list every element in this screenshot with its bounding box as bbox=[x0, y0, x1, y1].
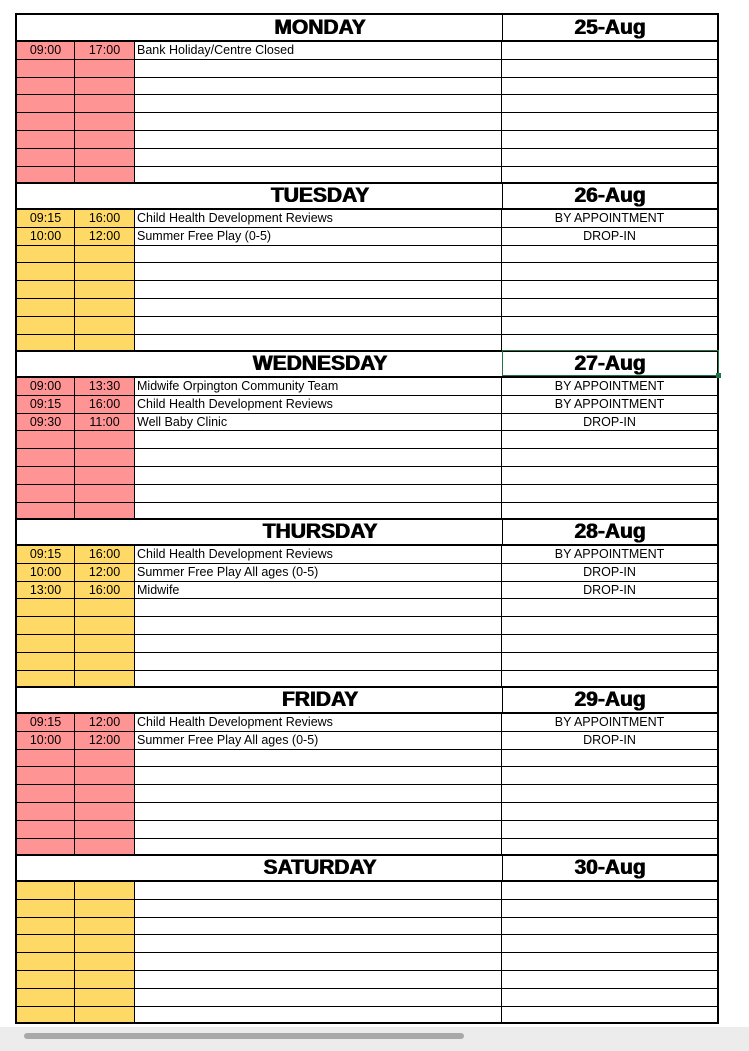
activity-cell[interactable] bbox=[135, 449, 502, 466]
start-time-cell[interactable] bbox=[17, 671, 75, 687]
booking-type-cell[interactable]: BY APPOINTMENT bbox=[554, 396, 665, 411]
booking-type-cell[interactable] bbox=[502, 617, 717, 634]
start-time-cell[interactable]: 10:00 bbox=[17, 732, 75, 749]
end-time-cell[interactable] bbox=[75, 281, 135, 298]
activity-cell[interactable] bbox=[135, 839, 502, 855]
activity-cell[interactable] bbox=[135, 767, 502, 784]
schedule-row bbox=[17, 42, 717, 60]
end-time-cell[interactable] bbox=[75, 78, 135, 95]
activity-cell[interactable]: Well Baby Clinic bbox=[135, 414, 502, 431]
start-time-cell[interactable] bbox=[17, 131, 75, 148]
schedule-row bbox=[17, 228, 717, 246]
end-time-cell[interactable] bbox=[75, 167, 135, 183]
end-time-cell[interactable] bbox=[75, 839, 135, 855]
booking-type-cell[interactable] bbox=[502, 299, 717, 316]
activity-cell[interactable] bbox=[135, 1007, 502, 1023]
activity-cell[interactable] bbox=[135, 882, 502, 899]
schedule-row bbox=[17, 449, 717, 467]
booking-type-cell[interactable] bbox=[502, 281, 717, 298]
start-time-cell[interactable]: 10:00 bbox=[17, 564, 75, 581]
start-time-cell[interactable] bbox=[17, 167, 75, 183]
end-time-cell[interactable] bbox=[75, 671, 135, 687]
booking-type-cell[interactable]: BY APPOINTMENT bbox=[554, 547, 665, 561]
schedule-row bbox=[17, 617, 717, 635]
schedule-sheet bbox=[15, 13, 719, 1024]
schedule-row bbox=[17, 485, 717, 503]
start-time-cell[interactable] bbox=[17, 281, 75, 298]
activity-cell[interactable] bbox=[135, 485, 502, 502]
booking-type-cell[interactable] bbox=[502, 989, 717, 1006]
booking-type-cell[interactable] bbox=[502, 971, 717, 988]
start-time-cell[interactable]: 09:00 bbox=[17, 378, 75, 395]
schedule-row bbox=[17, 210, 717, 228]
activity-cell[interactable] bbox=[135, 918, 502, 935]
schedule-row bbox=[17, 582, 717, 600]
end-time-cell[interactable] bbox=[75, 653, 135, 670]
schedule-row bbox=[17, 803, 717, 821]
day-block-tuesday bbox=[17, 183, 717, 351]
activity-cell[interactable]: Midwife bbox=[135, 582, 502, 599]
activity-cell[interactable] bbox=[135, 653, 502, 670]
start-time-cell[interactable] bbox=[17, 617, 75, 634]
end-time-cell[interactable] bbox=[75, 989, 135, 1006]
booking-type-cell[interactable]: DROP-IN bbox=[583, 582, 636, 597]
end-time-cell[interactable] bbox=[75, 299, 135, 316]
booking-type-cell[interactable] bbox=[502, 60, 717, 77]
end-time-cell[interactable]: 16:00 bbox=[75, 210, 135, 227]
start-time-cell[interactable] bbox=[17, 149, 75, 166]
activity-cell[interactable] bbox=[135, 281, 502, 298]
booking-type-cell[interactable] bbox=[502, 431, 717, 448]
schedule-row bbox=[17, 431, 717, 449]
activity-cell[interactable] bbox=[135, 953, 502, 970]
day-name-cell[interactable]: THURSDAY bbox=[262, 520, 378, 543]
schedule-row bbox=[17, 167, 717, 185]
end-time-cell[interactable]: 16:00 bbox=[75, 582, 135, 599]
booking-type-cell[interactable] bbox=[502, 653, 717, 670]
end-time-cell[interactable]: 17:00 bbox=[75, 42, 135, 59]
schedule-row bbox=[17, 900, 717, 918]
start-time-cell[interactable] bbox=[17, 113, 75, 130]
schedule-row bbox=[17, 246, 717, 264]
start-time-cell[interactable] bbox=[17, 918, 75, 935]
start-time-cell[interactable] bbox=[17, 1007, 75, 1023]
end-time-cell[interactable]: 12:00 bbox=[75, 564, 135, 581]
booking-type-cell[interactable] bbox=[502, 78, 717, 95]
schedule-row bbox=[17, 335, 717, 353]
schedule-row bbox=[17, 396, 717, 414]
schedule-row bbox=[17, 503, 717, 521]
activity-cell[interactable] bbox=[135, 149, 502, 166]
activity-cell[interactable] bbox=[135, 78, 502, 95]
end-time-cell[interactable]: 11:00 bbox=[75, 414, 135, 431]
end-time-cell[interactable] bbox=[75, 485, 135, 502]
start-time-cell[interactable]: 09:00 bbox=[17, 42, 75, 59]
activity-cell[interactable] bbox=[135, 95, 502, 112]
start-time-cell[interactable] bbox=[17, 821, 75, 838]
start-time-cell[interactable] bbox=[17, 971, 75, 988]
booking-type-cell[interactable] bbox=[502, 485, 717, 502]
booking-type-cell[interactable]: DROP-IN bbox=[583, 732, 636, 747]
date-cell[interactable]: 27-Aug bbox=[574, 352, 646, 375]
booking-type-cell[interactable] bbox=[502, 503, 717, 519]
schedule-row bbox=[17, 953, 717, 971]
schedule-row bbox=[17, 989, 717, 1007]
start-time-cell[interactable]: 09:15 bbox=[17, 210, 75, 227]
end-time-cell[interactable]: 16:00 bbox=[75, 546, 135, 563]
booking-type-cell[interactable]: BY APPOINTMENT bbox=[554, 379, 665, 393]
booking-type-cell[interactable] bbox=[502, 953, 717, 970]
end-time-cell[interactable] bbox=[75, 767, 135, 784]
schedule-row bbox=[17, 564, 717, 582]
booking-type-cell[interactable] bbox=[502, 767, 717, 784]
booking-type-cell[interactable]: BY APPOINTMENT bbox=[554, 715, 665, 729]
schedule-row bbox=[17, 467, 717, 485]
schedule-row bbox=[17, 60, 717, 78]
schedule-row bbox=[17, 635, 717, 653]
schedule-row bbox=[17, 95, 717, 113]
day-name-cell[interactable]: TUESDAY bbox=[270, 184, 370, 207]
activity-cell[interactable] bbox=[135, 60, 502, 77]
activity-cell[interactable] bbox=[135, 431, 502, 448]
activity-cell[interactable]: Summer Free Play (0-5) bbox=[135, 228, 502, 245]
start-time-cell[interactable] bbox=[17, 263, 75, 280]
booking-type-cell[interactable] bbox=[502, 839, 717, 855]
start-time-cell[interactable] bbox=[17, 485, 75, 502]
end-time-cell[interactable] bbox=[75, 900, 135, 917]
schedule-row bbox=[17, 1007, 717, 1025]
start-time-cell[interactable] bbox=[17, 953, 75, 970]
schedule-row bbox=[17, 131, 717, 149]
day-block-thursday bbox=[17, 519, 717, 687]
day-header bbox=[17, 183, 717, 210]
start-time-cell[interactable]: 09:30 bbox=[17, 414, 75, 431]
booking-type-cell[interactable]: DROP-IN bbox=[583, 414, 636, 429]
end-time-cell[interactable]: 16:00 bbox=[75, 396, 135, 413]
schedule-row bbox=[17, 653, 717, 671]
schedule-row bbox=[17, 882, 717, 900]
booking-type-cell[interactable] bbox=[502, 599, 717, 616]
start-time-cell[interactable] bbox=[17, 599, 75, 616]
start-time-cell[interactable]: 13:00 bbox=[17, 582, 75, 599]
schedule-row bbox=[17, 414, 717, 432]
activity-cell[interactable] bbox=[135, 971, 502, 988]
day-header bbox=[17, 855, 717, 882]
activity-cell[interactable] bbox=[135, 599, 502, 616]
start-time-cell[interactable] bbox=[17, 935, 75, 952]
activity-cell[interactable] bbox=[135, 317, 502, 334]
horizontal-scrollbar-track[interactable] bbox=[0, 1027, 749, 1051]
day-block-monday bbox=[17, 15, 717, 183]
end-time-cell[interactable] bbox=[75, 149, 135, 166]
date-cell[interactable]: 29-Aug bbox=[574, 688, 646, 711]
schedule-row bbox=[17, 263, 717, 281]
day-header bbox=[17, 687, 717, 714]
end-time-cell[interactable]: 12:00 bbox=[75, 732, 135, 749]
date-cell[interactable]: 26-Aug bbox=[574, 184, 646, 207]
end-time-cell[interactable] bbox=[75, 263, 135, 280]
start-time-cell[interactable] bbox=[17, 95, 75, 112]
activity-cell[interactable] bbox=[135, 503, 502, 519]
end-time-cell[interactable] bbox=[75, 918, 135, 935]
start-time-cell[interactable] bbox=[17, 431, 75, 448]
activity-cell[interactable]: Summer Free Play All ages (0-5) bbox=[135, 564, 502, 581]
activity-cell[interactable] bbox=[135, 750, 502, 767]
start-time-cell[interactable] bbox=[17, 299, 75, 316]
booking-type-cell[interactable]: BY APPOINTMENT bbox=[554, 211, 665, 225]
booking-type-cell[interactable] bbox=[502, 149, 717, 166]
activity-cell[interactable]: Bank Holiday/Centre Closed bbox=[135, 42, 502, 59]
booking-type-cell[interactable] bbox=[502, 467, 717, 484]
schedule-row bbox=[17, 317, 717, 335]
start-time-cell[interactable]: 09:15 bbox=[17, 396, 75, 413]
schedule-row bbox=[17, 599, 717, 617]
start-time-cell[interactable] bbox=[17, 246, 75, 263]
end-time-cell[interactable] bbox=[75, 60, 135, 77]
end-time-cell[interactable] bbox=[75, 785, 135, 802]
schedule-row bbox=[17, 821, 717, 839]
end-time-cell[interactable]: 12:00 bbox=[75, 714, 135, 731]
start-time-cell[interactable] bbox=[17, 750, 75, 767]
start-time-cell[interactable] bbox=[17, 635, 75, 652]
schedule-row bbox=[17, 839, 717, 857]
booking-type-cell[interactable]: DROP-IN bbox=[583, 564, 636, 579]
booking-type-cell[interactable] bbox=[502, 113, 717, 130]
start-time-cell[interactable] bbox=[17, 803, 75, 820]
activity-cell[interactable]: Child Health Development Reviews bbox=[135, 546, 502, 563]
schedule-row bbox=[17, 767, 717, 785]
booking-type-cell[interactable] bbox=[502, 1007, 717, 1023]
day-name-cell[interactable]: FRIDAY bbox=[281, 688, 359, 711]
start-time-cell[interactable] bbox=[17, 449, 75, 466]
start-time-cell[interactable]: 09:15 bbox=[17, 546, 75, 563]
horizontal-scrollbar-thumb[interactable] bbox=[24, 1033, 464, 1039]
booking-type-cell[interactable] bbox=[502, 803, 717, 820]
start-time-cell[interactable]: 10:00 bbox=[17, 228, 75, 245]
activity-cell[interactable] bbox=[135, 935, 502, 952]
end-time-cell[interactable]: 13:30 bbox=[75, 378, 135, 395]
booking-type-cell[interactable] bbox=[502, 918, 717, 935]
start-time-cell[interactable]: 09:15 bbox=[17, 714, 75, 731]
start-time-cell[interactable] bbox=[17, 335, 75, 351]
day-block-saturday bbox=[17, 855, 717, 1023]
booking-type-cell[interactable] bbox=[502, 900, 717, 917]
booking-type-cell[interactable] bbox=[502, 335, 717, 351]
activity-cell[interactable] bbox=[135, 900, 502, 917]
activity-cell[interactable] bbox=[135, 671, 502, 687]
schedule-row bbox=[17, 750, 717, 768]
activity-cell[interactable] bbox=[135, 617, 502, 634]
activity-cell[interactable] bbox=[135, 299, 502, 316]
end-time-cell[interactable] bbox=[75, 449, 135, 466]
day-name-cell[interactable]: MONDAY bbox=[274, 16, 366, 39]
activity-cell[interactable]: Summer Free Play All ages (0-5) bbox=[135, 732, 502, 749]
start-time-cell[interactable] bbox=[17, 317, 75, 334]
start-time-cell[interactable] bbox=[17, 989, 75, 1006]
end-time-cell[interactable] bbox=[75, 113, 135, 130]
booking-type-cell[interactable] bbox=[502, 317, 717, 334]
schedule-row bbox=[17, 546, 717, 564]
booking-type-cell[interactable] bbox=[502, 821, 717, 838]
schedule-row bbox=[17, 714, 717, 732]
start-time-cell[interactable] bbox=[17, 882, 75, 899]
schedule-row bbox=[17, 785, 717, 803]
schedule-row bbox=[17, 281, 717, 299]
activity-cell[interactable] bbox=[135, 821, 502, 838]
booking-type-cell[interactable] bbox=[502, 263, 717, 280]
end-time-cell[interactable] bbox=[75, 317, 135, 334]
end-time-cell[interactable] bbox=[75, 635, 135, 652]
schedule-row bbox=[17, 113, 717, 131]
end-time-cell[interactable] bbox=[75, 599, 135, 616]
end-time-cell[interactable] bbox=[75, 971, 135, 988]
schedule-row bbox=[17, 671, 717, 689]
activity-cell[interactable] bbox=[135, 131, 502, 148]
activity-cell[interactable] bbox=[135, 263, 502, 280]
activity-cell[interactable]: Child Health Development Reviews bbox=[135, 714, 502, 731]
end-time-cell[interactable] bbox=[75, 617, 135, 634]
start-time-cell[interactable] bbox=[17, 78, 75, 95]
schedule-row bbox=[17, 149, 717, 167]
schedule-row bbox=[17, 935, 717, 953]
activity-cell[interactable] bbox=[135, 113, 502, 130]
schedule-row bbox=[17, 732, 717, 750]
schedule-row bbox=[17, 378, 717, 396]
start-time-cell[interactable] bbox=[17, 900, 75, 917]
start-time-cell[interactable] bbox=[17, 839, 75, 855]
booking-type-cell[interactable] bbox=[502, 750, 717, 767]
day-block-wednesday bbox=[17, 351, 717, 519]
day-name-cell[interactable]: SATURDAY bbox=[263, 856, 377, 879]
activity-cell[interactable] bbox=[135, 785, 502, 802]
end-time-cell[interactable] bbox=[75, 953, 135, 970]
activity-cell[interactable] bbox=[135, 335, 502, 351]
activity-cell[interactable]: Child Health Development Reviews bbox=[135, 396, 502, 413]
schedule-row bbox=[17, 299, 717, 317]
date-cell[interactable]: 25-Aug bbox=[574, 16, 646, 39]
end-time-cell[interactable] bbox=[75, 750, 135, 767]
end-time-cell[interactable] bbox=[75, 431, 135, 448]
booking-type-cell[interactable] bbox=[502, 785, 717, 802]
start-time-cell[interactable] bbox=[17, 653, 75, 670]
day-name-cell[interactable]: WEDNESDAY bbox=[252, 352, 388, 375]
schedule-row bbox=[17, 78, 717, 96]
activity-cell[interactable] bbox=[135, 989, 502, 1006]
end-time-cell[interactable] bbox=[75, 95, 135, 112]
end-time-cell[interactable] bbox=[75, 803, 135, 820]
end-time-cell[interactable] bbox=[75, 131, 135, 148]
booking-type-cell[interactable] bbox=[502, 246, 717, 263]
booking-type-cell[interactable] bbox=[502, 42, 717, 59]
end-time-cell[interactable] bbox=[75, 882, 135, 899]
booking-type-cell[interactable] bbox=[502, 882, 717, 899]
schedule-row bbox=[17, 971, 717, 989]
activity-cell[interactable] bbox=[135, 167, 502, 183]
booking-type-cell[interactable]: DROP-IN bbox=[583, 228, 636, 243]
booking-type-cell[interactable] bbox=[502, 935, 717, 952]
end-time-cell[interactable]: 12:00 bbox=[75, 228, 135, 245]
end-time-cell[interactable] bbox=[75, 503, 135, 519]
day-header bbox=[17, 351, 717, 378]
start-time-cell[interactable] bbox=[17, 503, 75, 519]
booking-type-cell[interactable] bbox=[502, 167, 717, 183]
end-time-cell[interactable] bbox=[75, 1007, 135, 1023]
booking-type-cell[interactable] bbox=[502, 449, 717, 466]
start-time-cell[interactable] bbox=[17, 60, 75, 77]
activity-cell[interactable] bbox=[135, 635, 502, 652]
start-time-cell[interactable] bbox=[17, 767, 75, 784]
activity-cell[interactable] bbox=[135, 467, 502, 484]
end-time-cell[interactable] bbox=[75, 821, 135, 838]
end-time-cell[interactable] bbox=[75, 246, 135, 263]
activity-cell[interactable]: Child Health Development Reviews bbox=[135, 210, 502, 227]
date-cell[interactable]: 28-Aug bbox=[574, 520, 646, 543]
end-time-cell[interactable] bbox=[75, 467, 135, 484]
booking-type-cell[interactable] bbox=[502, 635, 717, 652]
day-header bbox=[17, 519, 717, 546]
booking-type-cell[interactable] bbox=[502, 671, 717, 687]
booking-type-cell[interactable] bbox=[502, 95, 717, 112]
end-time-cell[interactable] bbox=[75, 935, 135, 952]
schedule-row bbox=[17, 918, 717, 936]
start-time-cell[interactable] bbox=[17, 785, 75, 802]
start-time-cell[interactable] bbox=[17, 467, 75, 484]
day-block-friday bbox=[17, 687, 717, 855]
booking-type-cell[interactable] bbox=[502, 131, 717, 148]
day-header bbox=[17, 15, 717, 42]
activity-cell[interactable] bbox=[135, 246, 502, 263]
end-time-cell[interactable] bbox=[75, 335, 135, 351]
activity-cell[interactable] bbox=[135, 803, 502, 820]
date-cell[interactable]: 30-Aug bbox=[574, 856, 646, 879]
activity-cell[interactable]: Midwife Orpington Community Team bbox=[135, 378, 502, 395]
